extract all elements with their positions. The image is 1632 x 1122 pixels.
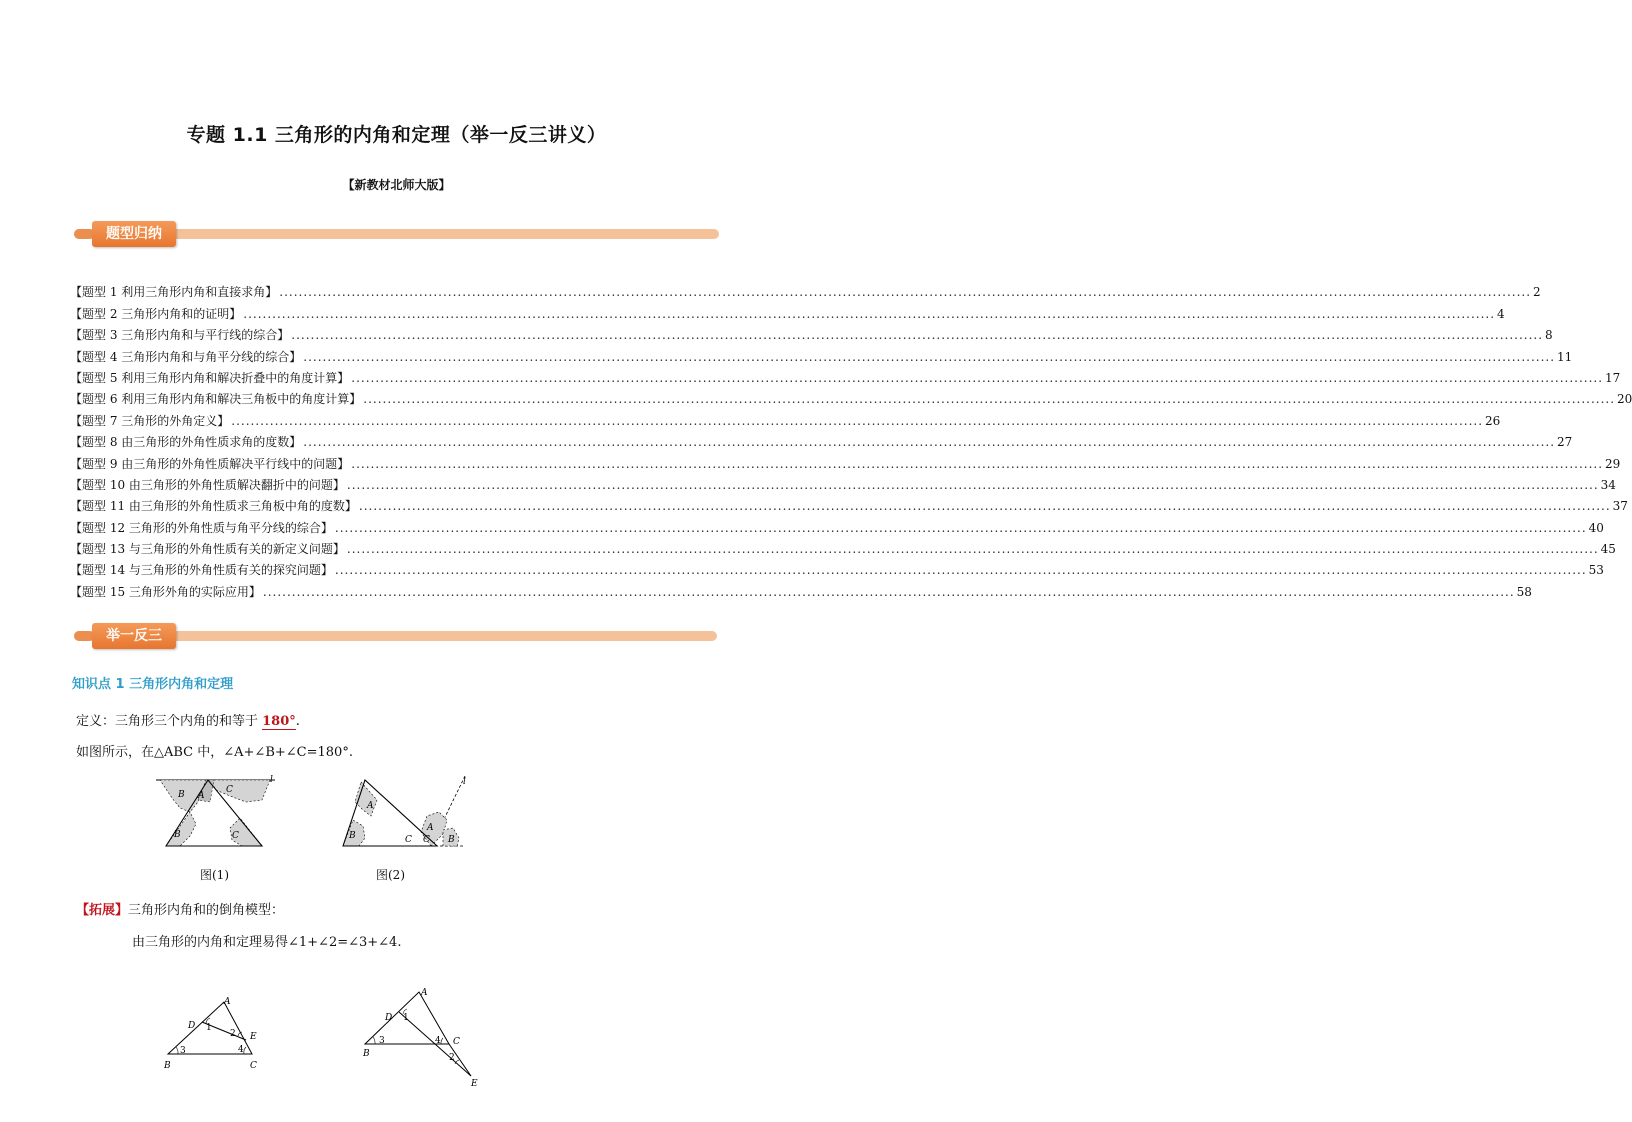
figure-label: 1	[403, 1013, 409, 1023]
figure-label: B	[349, 831, 356, 841]
toc-page-number: 8	[1545, 328, 1553, 343]
figure-label: C	[232, 831, 239, 841]
toc-leader-dots: ....................................................................................................................................................................................................................................................................	[351, 456, 1604, 471]
toc-row[interactable]	[70, 364, 1621, 385]
definition-text: 定义：三角形三个内角的和等于 180°.	[76, 714, 300, 729]
figure-1-caption: 图(1)	[200, 868, 229, 882]
figure-label: C	[423, 835, 430, 845]
section-band-accent	[74, 631, 94, 641]
figure-label: 1	[206, 1023, 212, 1033]
figure-label: E	[471, 1079, 478, 1089]
toc-page-number: 11	[1557, 349, 1573, 364]
figure-label: D	[385, 1013, 393, 1023]
toc-label: 【题型 10 由三角形的外角性质解决翻折中的问题】	[70, 477, 345, 492]
toc-label: 【题型 1 利用三角形内角和直接求角】	[70, 285, 278, 300]
toc-leader-dots: ....................................................................................................................................................................................................................................................................	[334, 520, 1587, 535]
figure-label: 4	[435, 1036, 441, 1046]
toc-row[interactable]	[70, 321, 1553, 343]
figure-label: D	[188, 1021, 196, 1031]
figure-label: C	[226, 785, 233, 795]
toc-row[interactable]	[70, 385, 1632, 407]
toc-row[interactable]	[70, 278, 1541, 300]
figure-label: B	[174, 830, 181, 840]
toc-label: 【题型 13 与三角形的外角性质有关的新定义问题】	[70, 542, 345, 557]
table-of-contents	[70, 278, 1632, 599]
figure-label: l	[270, 775, 273, 785]
definition-value: 180°	[262, 714, 296, 729]
toc-leader-dots: ....................................................................................................................................................................................................................................................................	[303, 349, 1556, 364]
figure-label: B	[164, 1061, 171, 1071]
toc-leader-dots: ....................................................................................................................................................................................................................................................................	[303, 435, 1556, 450]
toc-label: 【题型 14 与三角形的外角性质有关的探究问题】	[70, 563, 333, 578]
toc-row[interactable]	[70, 492, 1628, 514]
figure-label: 2	[230, 1029, 236, 1039]
toc-page-number: 27	[1557, 435, 1573, 450]
figure-label: A	[367, 801, 374, 811]
toc-page-number: 45	[1600, 542, 1616, 557]
extension-line: 【拓展】三角形内角和的倒角模型：	[76, 903, 285, 918]
figure-4-diagram	[355, 984, 485, 1088]
figure-label: C	[453, 1037, 460, 1047]
toc-label: 【题型 7 三角形的外角定义】	[70, 413, 230, 428]
toc-page-number: 2	[1533, 285, 1541, 300]
figure-label: B	[363, 1049, 370, 1059]
toc-page-number: 37	[1612, 499, 1628, 514]
figure-label: C	[405, 835, 412, 845]
toc-leader-dots: ....................................................................................................................................................................................................................................................................	[334, 563, 1587, 578]
toc-leader-dots: ....................................................................................................................................................................................................................................................................	[346, 477, 1599, 492]
toc-leader-dots: ....................................................................................................................................................................................................................................................................	[351, 370, 1604, 385]
section-band-accent	[74, 229, 94, 239]
toc-label: 【题型 5 利用三角形内角和解决折叠中的角度计算】	[70, 370, 350, 385]
figure-label: A	[427, 823, 434, 833]
toc-page-number: 17	[1605, 370, 1621, 385]
toc-page-number: 34	[1600, 477, 1616, 492]
figure-2-diagram	[335, 772, 475, 854]
page-title: 专题 1.1 三角形的内角和定理（举一反三讲义）	[186, 124, 607, 146]
toc-row[interactable]	[70, 428, 1573, 450]
figure-label: B	[448, 835, 455, 845]
knowledge-point-heading: 知识点 1 三角形内角和定理	[72, 677, 234, 692]
figure-label: E	[250, 1032, 257, 1042]
toc-page-number: 20	[1617, 392, 1632, 407]
toc-label: 【题型 15 三角形外角的实际应用】	[70, 584, 261, 599]
toc-leader-dots: ....................................................................................................................................................................................................................................................................	[243, 306, 1496, 321]
figure-label: 3	[379, 1036, 385, 1046]
toc-page-number: 40	[1588, 520, 1604, 535]
toc-row[interactable]	[70, 577, 1532, 599]
toc-label: 【题型 8 由三角形的外角性质求角的度数】	[70, 435, 302, 450]
figure-label: C	[250, 1061, 257, 1071]
toc-label: 【题型 4 三角形内角和与角平分线的综合】	[70, 349, 302, 364]
figure-label: l	[463, 777, 466, 787]
figure-3-diagram	[158, 992, 270, 1072]
figure-label: 4	[238, 1045, 244, 1055]
figure-1-diagram	[150, 772, 280, 854]
toc-leader-dots: ....................................................................................................................................................................................................................................................................	[346, 542, 1599, 557]
toc-page-number: 26	[1485, 413, 1501, 428]
toc-leader-dots: ....................................................................................................................................................................................................................................................................	[291, 328, 1544, 343]
toc-page-number: 4	[1497, 306, 1505, 321]
toc-leader-dots: ....................................................................................................................................................................................................................................................................	[358, 499, 1611, 514]
figure-label: 2	[449, 1053, 455, 1063]
toc-page-number: 53	[1588, 563, 1604, 578]
toc-leader-dots: ....................................................................................................................................................................................................................................................................	[231, 413, 1484, 428]
figure-label: B	[178, 790, 185, 800]
toc-row[interactable]	[70, 471, 1616, 492]
figure-intro-text: 如图所示，在△ABC 中，∠A+∠B+∠C=180°.	[76, 745, 353, 760]
toc-label: 【题型 11 由三角形的外角性质求三角板中角的度数】	[70, 499, 357, 514]
toc-label: 【题型 9 由三角形的外角性质解决平行线中的问题】	[70, 456, 350, 471]
figure-label: A	[198, 791, 205, 801]
toc-row[interactable]	[70, 513, 1604, 535]
extension-tag: 【拓展】	[76, 903, 129, 918]
toc-label: 【题型 2 三角形内角和的证明】	[70, 306, 242, 321]
figure-2-caption: 图(2)	[376, 868, 405, 882]
toc-label: 【题型 3 三角形内角和与平行线的综合】	[70, 328, 290, 343]
toc-label: 【题型 6 利用三角形内角和解决三角板中的角度计算】	[70, 392, 362, 407]
toc-row[interactable]	[70, 535, 1616, 557]
toc-page-number: 29	[1605, 456, 1621, 471]
toc-row[interactable]	[70, 556, 1604, 578]
extension-text: 由三角形的内角和定理易得∠1+∠2=∠3+∠4.	[132, 935, 402, 950]
section-badge-toc: 题型归纳	[92, 221, 176, 247]
section-badge-examples: 举一反三	[92, 623, 176, 649]
toc-leader-dots: ....................................................................................................................................................................................................................................................................	[363, 392, 1616, 407]
toc-leader-dots: ....................................................................................................................................................................................................................................................................	[262, 584, 1515, 599]
toc-row[interactable]	[70, 406, 1501, 428]
toc-leader-dots: ....................................................................................................................................................................................................................................................................	[279, 285, 1532, 300]
figure-label: A	[224, 997, 231, 1007]
figure-label: 3	[180, 1046, 186, 1056]
toc-page-number: 58	[1516, 584, 1532, 599]
toc-row[interactable]	[70, 299, 1505, 321]
toc-row[interactable]	[70, 449, 1621, 471]
toc-label: 【题型 12 三角形的外角性质与角平分线的综合】	[70, 520, 333, 535]
page-subtitle: 【新教材北师大版】	[342, 178, 451, 192]
toc-row[interactable]	[70, 342, 1573, 364]
figure-label: A	[421, 988, 428, 998]
